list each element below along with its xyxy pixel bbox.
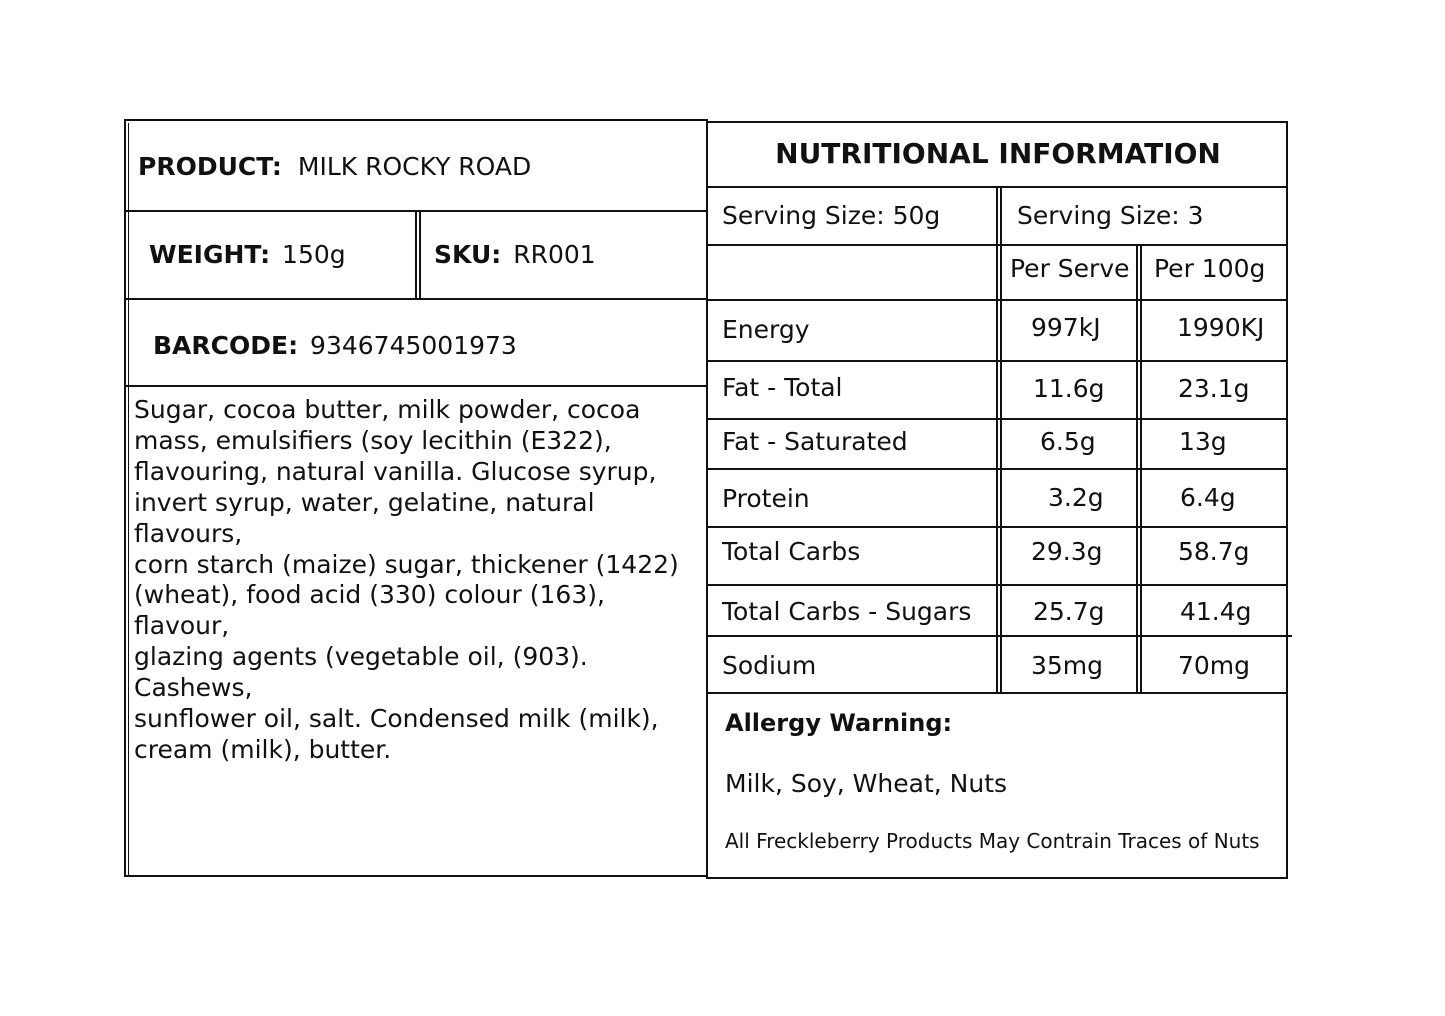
divider [1000,186,1002,694]
divider [708,360,1288,362]
allergy-heading: Allergy Warning: [725,709,953,737]
per-serve-value: 25.7g [1033,597,1105,626]
divider [415,210,417,298]
divider [708,635,1292,637]
product-name: MILK ROCKY ROAD [297,152,532,181]
nutrient-name: Fat - Saturated [722,427,908,456]
sku-row [434,242,596,267]
nutrient-name: Protein [722,484,810,513]
divider [126,385,706,387]
weight-label: WEIGHT: [149,240,271,269]
product-label-sheet [124,119,1290,879]
sku-label: SKU: [434,240,502,269]
nutrient-name: Energy [722,315,810,344]
per-serve-value: 6.5g [1040,427,1096,456]
nutrient-name: Total Carbs - Sugars [722,597,972,626]
divider [708,526,1288,528]
divider [708,299,1288,301]
per-serve-value: 35mg [1031,651,1104,680]
product-info-panel [124,119,708,877]
col-per-100g: Per 100g [1154,254,1266,283]
per-100g-value: 13g [1179,427,1227,456]
nutrient-name: Fat - Total [722,373,843,402]
nutrition-panel [706,121,1288,879]
product-row [138,154,531,179]
divider [708,186,1288,188]
per-100g-value: 58.7g [1178,537,1250,566]
barcode-value: 9346745001973 [310,331,517,360]
divider [708,692,1288,694]
divider [126,298,706,300]
nuts-trace-notice: All Freckleberry Products May Contrain Traces of Nuts [725,829,1260,853]
barcode-label: BARCODE: [153,331,299,360]
ingredients-text: Sugar, cocoa butter, milk powder, cocoa mass, emulsifiers (soy lecithin (E322), flavouring, natural vanilla. Glucose syrup, invert syrup, water, gelatine, natural flavours, corn starch (maize) sugar, thickener (1422) (wheat), food acid (330) colour (163), flavour, glazing agents (vegetable oil, (903). Cashews, sunflower oil, salt. Condensed milk (milk), cream (milk), butter. [134,395,679,764]
allergens-list: Milk, Soy, Wheat, Nuts [725,769,1008,798]
serving-size: Serving Size: 50g [722,201,941,230]
divider [708,244,1288,246]
per-100g-value: 41.4g [1180,597,1252,626]
per-100g-value: 1990KJ [1177,313,1265,342]
per-serve-value: 3.2g [1048,483,1104,512]
weight-value: 150g [282,240,346,269]
per-100g-value: 70mg [1178,651,1251,680]
col-per-serve: Per Serve [1010,254,1130,283]
barcode-row [153,333,517,358]
per-serve-value: 29.3g [1031,537,1103,566]
sku-value: RR001 [513,240,596,269]
per-serve-value: 997kJ [1031,313,1101,342]
divider [419,210,421,298]
per-100g-value: 23.1g [1178,374,1250,403]
nutrition-title: NUTRITIONAL INFORMATION [775,137,1221,170]
product-label: PRODUCT: [138,152,282,181]
nutrient-name: Sodium [722,651,817,680]
divider [708,468,1288,470]
weight-row [149,242,346,267]
divider [708,418,1288,420]
divider [996,186,998,694]
per-serve-value: 11.6g [1033,374,1105,403]
servings-per-pack: Serving Size: 3 [1017,201,1204,230]
divider [708,584,1288,586]
nutrient-name: Total Carbs [722,537,861,566]
per-100g-value: 6.4g [1180,483,1236,512]
